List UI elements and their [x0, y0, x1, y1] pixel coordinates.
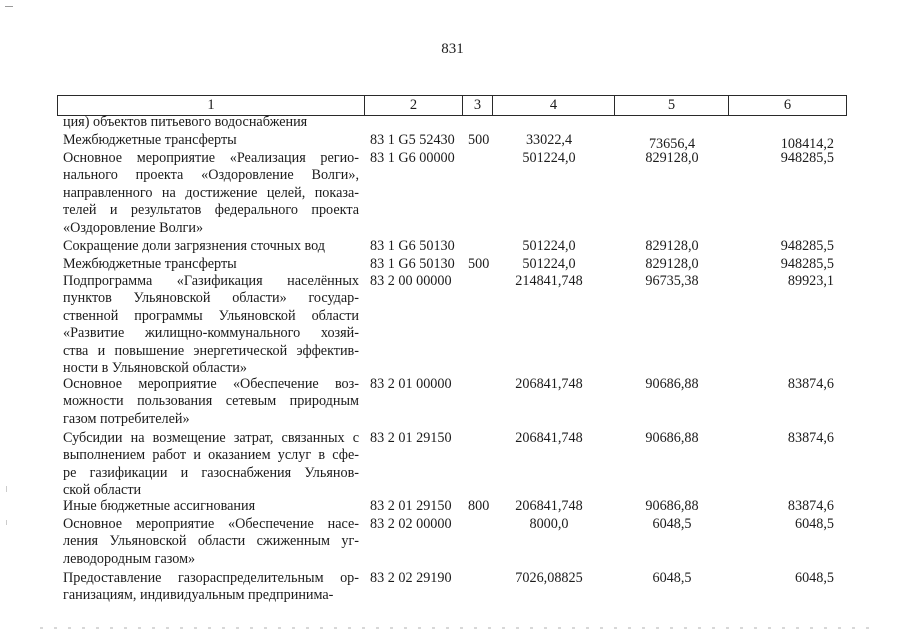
row-value-col5: 829128,0	[645, 150, 699, 166]
row-description	[63, 376, 359, 428]
row-code: 83 2 00 00000	[370, 273, 452, 289]
description-line: леводородным газом»	[63, 550, 196, 567]
row-vr: 500	[468, 132, 490, 148]
description-line: Межбюджетные трансферты	[63, 256, 237, 272]
description-line: пунктов Ульяновской области» государ-	[63, 290, 359, 307]
description-line: ственной программы Ульяновской области	[63, 307, 359, 324]
row-code: 83 2 01 29150	[370, 430, 452, 446]
row-value-col4: 214841,748	[515, 273, 583, 289]
description-line: Межбюджетные трансферты	[63, 132, 237, 148]
row-value-col5: 90686,88	[645, 430, 699, 446]
description-line: Субсидии на возмещение затрат, связанных с	[63, 430, 359, 446]
description-line: Подпрограмма «Газификация населённых	[63, 273, 359, 289]
row-value-col5: 90686,88	[645, 498, 699, 514]
row-value-col4: 501224,0	[522, 150, 576, 166]
row-description	[63, 114, 359, 131]
row-value-col4: 7026,08825	[515, 570, 583, 586]
description-line: ности в Ульяновской области»	[63, 360, 247, 377]
description-line: направленного на достижение целей, показа-	[63, 184, 359, 201]
row-description	[63, 150, 359, 237]
row-description	[63, 273, 359, 377]
row-value-col4: 33022,4	[525, 132, 573, 148]
row-value-col4: 206841,748	[515, 376, 583, 392]
row-description	[63, 256, 359, 273]
row-value-col6: 83874,6	[787, 498, 834, 514]
row-value-col6: 6048,5	[794, 516, 834, 532]
header-col-6: 6	[729, 96, 847, 116]
row-value-col5: 90686,88	[645, 376, 699, 392]
header-col-3: 3	[463, 96, 493, 116]
description-line: ской области	[63, 482, 142, 499]
description-line: газом потребителей»	[63, 410, 190, 427]
row-value-col6: 948285,5	[780, 150, 834, 166]
description-line: ления Ульяновской области сжиженным уг-	[63, 533, 359, 550]
row-value-col5: 6048,5	[652, 516, 692, 532]
header-col-1: 1	[58, 96, 365, 116]
row-value-col5: 6048,5	[652, 570, 692, 586]
scan-mark-left-1	[6, 486, 7, 492]
row-description	[63, 430, 359, 500]
description-line: Сокращение доли загрязнения сточных вод	[63, 238, 325, 254]
row-value-col6: 83874,6	[787, 376, 834, 392]
description-line: ция) объектов питьевого водоснабжения	[63, 114, 308, 130]
row-code: 83 1 G6 50130	[370, 238, 455, 254]
header-col-5: 5	[615, 96, 729, 116]
description-line: Основное мероприятие «Обеспечение воз-	[63, 376, 359, 392]
row-value-col4: 206841,748	[515, 498, 583, 514]
description-line: «Оздоровление Волги»	[63, 219, 204, 236]
row-description	[63, 238, 359, 255]
row-value-col4: 206841,748	[515, 430, 583, 446]
row-value-col4: 501224,0	[522, 256, 576, 272]
description-line: Основное мероприятие «Обеспечение насе-	[63, 516, 359, 532]
description-line: «Развитие жилищно-коммунального хозяй-	[63, 325, 359, 342]
description-line: телей и результатов федерального проекта	[63, 202, 359, 219]
scan-mark-left-2	[6, 520, 7, 525]
header-col-2: 2	[365, 96, 463, 116]
description-line: Основное мероприятие «Реализация регио-	[63, 150, 359, 166]
row-vr: 800	[468, 498, 490, 514]
header-col-4: 4	[493, 96, 615, 116]
row-value-col6: 108414,2	[780, 136, 834, 152]
row-description	[63, 516, 359, 568]
row-value-col4: 501224,0	[522, 238, 576, 254]
row-code: 83 1 G6 50130	[370, 256, 455, 272]
description-line: ре газификации и газоснабжения Ульянов-	[63, 464, 359, 481]
row-value-col6: 83874,6	[787, 430, 834, 446]
row-code: 83 1 G6 00000	[370, 150, 455, 166]
row-value-col5: 96735,38	[645, 273, 699, 289]
row-value-col6: 89923,1	[787, 273, 834, 289]
row-code: 83 2 02 29190	[370, 570, 452, 586]
row-value-col6: 948285,5	[780, 256, 834, 272]
description-line: ства и повышение энергетической эффектив-	[63, 342, 359, 359]
row-value-col6: 6048,5	[794, 570, 834, 586]
row-description	[63, 498, 359, 515]
row-description	[63, 570, 359, 605]
row-code: 83 2 01 00000	[370, 376, 452, 392]
row-value-col5: 829128,0	[645, 256, 699, 272]
row-code: 83 1 G5 52430	[370, 132, 455, 148]
description-line: ганизациям, индивидуальным предпринима-	[63, 587, 334, 604]
description-line: Предоставление газораспределительным ор-	[63, 570, 359, 586]
description-line: выполнением работ и оказанием услуг в сфе-	[63, 447, 359, 464]
description-line: можности пользования сетевым природным	[63, 393, 359, 410]
row-code: 83 2 01 29150	[370, 498, 452, 514]
scan-noise-bottom	[40, 627, 870, 629]
row-code: 83 2 02 00000	[370, 516, 452, 532]
row-value-col6: 948285,5	[780, 238, 834, 254]
row-value-col5: 829128,0	[645, 238, 699, 254]
scan-mark-top-left	[5, 6, 13, 7]
row-value-col5: 73656,4	[648, 136, 696, 152]
description-line: Иные бюджетные ассигнования	[63, 498, 256, 514]
row-vr: 500	[468, 256, 490, 272]
row-value-col4: 8000,0	[529, 516, 569, 532]
page-number: 831	[441, 41, 464, 57]
description-line: нального проекта «Оздоровление Волги»,	[63, 167, 359, 184]
row-description	[63, 132, 359, 149]
